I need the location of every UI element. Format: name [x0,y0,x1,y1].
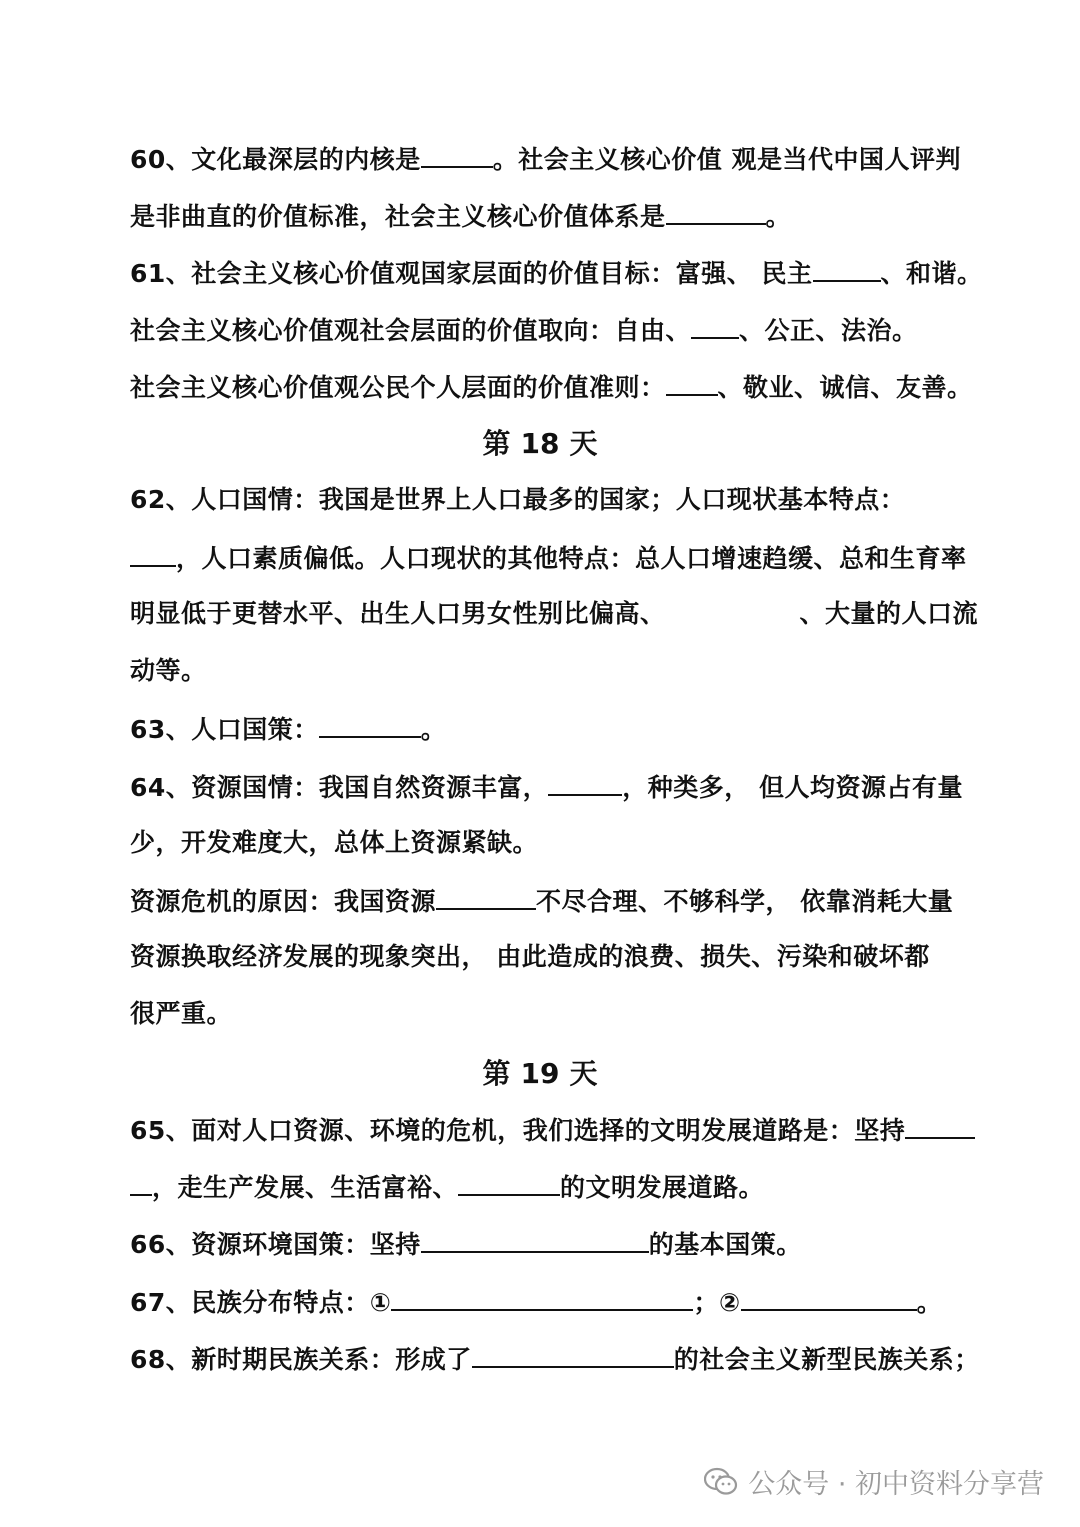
answer-blank [472,1342,674,1368]
question-60-line-1: 60、文化最深层的内核是 。社会主义核心价值 观是当代中国人评判 [130,142,961,176]
wechat-icon [704,1467,738,1497]
question-62-line-1: 62、人口国情：我国是世界上人口最多的国家；人口现状基本特点： [130,485,906,514]
question-62-line-4: 动等。 [130,656,207,685]
question-63-line-1: 63、人口国策： 。 [130,712,446,746]
answer-blank [666,199,766,225]
answer-blank [319,712,421,738]
answer-blank [421,142,493,168]
question-67-line-1: 67、民族分布特点：① ；② 。 [130,1285,942,1319]
question-60-line-2: 是非曲直的价值标准，社会主义核心价值体系是 。 [130,199,791,233]
question-66-line-1: 66、资源环境国策：坚持 的基本国策。 [130,1227,802,1261]
watermark-text: 公众号 · 初中资料分享营 [748,1469,1044,1500]
answer-blank [130,541,176,567]
question-64-line-5: 很严重。 [130,999,233,1028]
question-62-line-3: 明显低于更替水平、出生人口男女性别比偏高、 、大量的人口流 [130,599,979,628]
answer-blank [436,884,536,910]
answer-blank [666,370,718,396]
question-64-line-3: 资源危机的原因：我国资源 不尽合理、不够科学， 依靠消耗大量 [130,884,953,918]
day-18-heading: 第 18 天 [482,427,598,460]
question-61-line-2: 社会主义核心价值观社会层面的价值取向：自由、 、公正、法治。 [130,313,918,347]
answer-blank [905,1113,975,1139]
question-64-line-2: 少，开发难度大，总体上资源紧缺。 [130,828,539,857]
answer-blank [421,1227,649,1253]
day-19-heading: 第 19 天 [482,1057,598,1090]
answer-blank [691,313,739,339]
question-65-line-2: ，走生产发展、生活富裕、 的文明发展道路。 [130,1170,764,1204]
question-68-line-1: 68、新时期民族关系：形成了 的社会主义新型民族关系； [130,1342,980,1376]
answer-blank [130,1170,152,1196]
watermark [704,1462,1044,1501]
answer-blank [458,1170,560,1196]
question-61-line-1: 61、社会主义核心价值观国家层面的价值目标：富强、 民主 、和谐。 [130,256,983,290]
answer-blank [813,256,881,282]
answer-blank [548,770,622,796]
answer-blank [391,1285,693,1311]
question-64-line-4: 资源换取经济发展的现象突出， 由此造成的浪费、损失、污染和破坏都 [130,942,930,971]
question-65-line-1: 65、面对人口资源、环境的危机，我们选择的文明发展道路是：坚持 [130,1113,975,1147]
question-62-line-2: ，人口素质偏低。人口现状的其他特点：总人口增速趋缓、总和生育率 [130,541,967,575]
question-61-line-3: 社会主义核心价值观公民个人层面的价值准则： 、敬业、诚信、友善。 [130,370,973,404]
question-64-line-1: 64、资源国情：我国自然资源丰富， ，种类多， 但人均资源占有量 [130,770,963,804]
answer-blank [741,1285,917,1311]
